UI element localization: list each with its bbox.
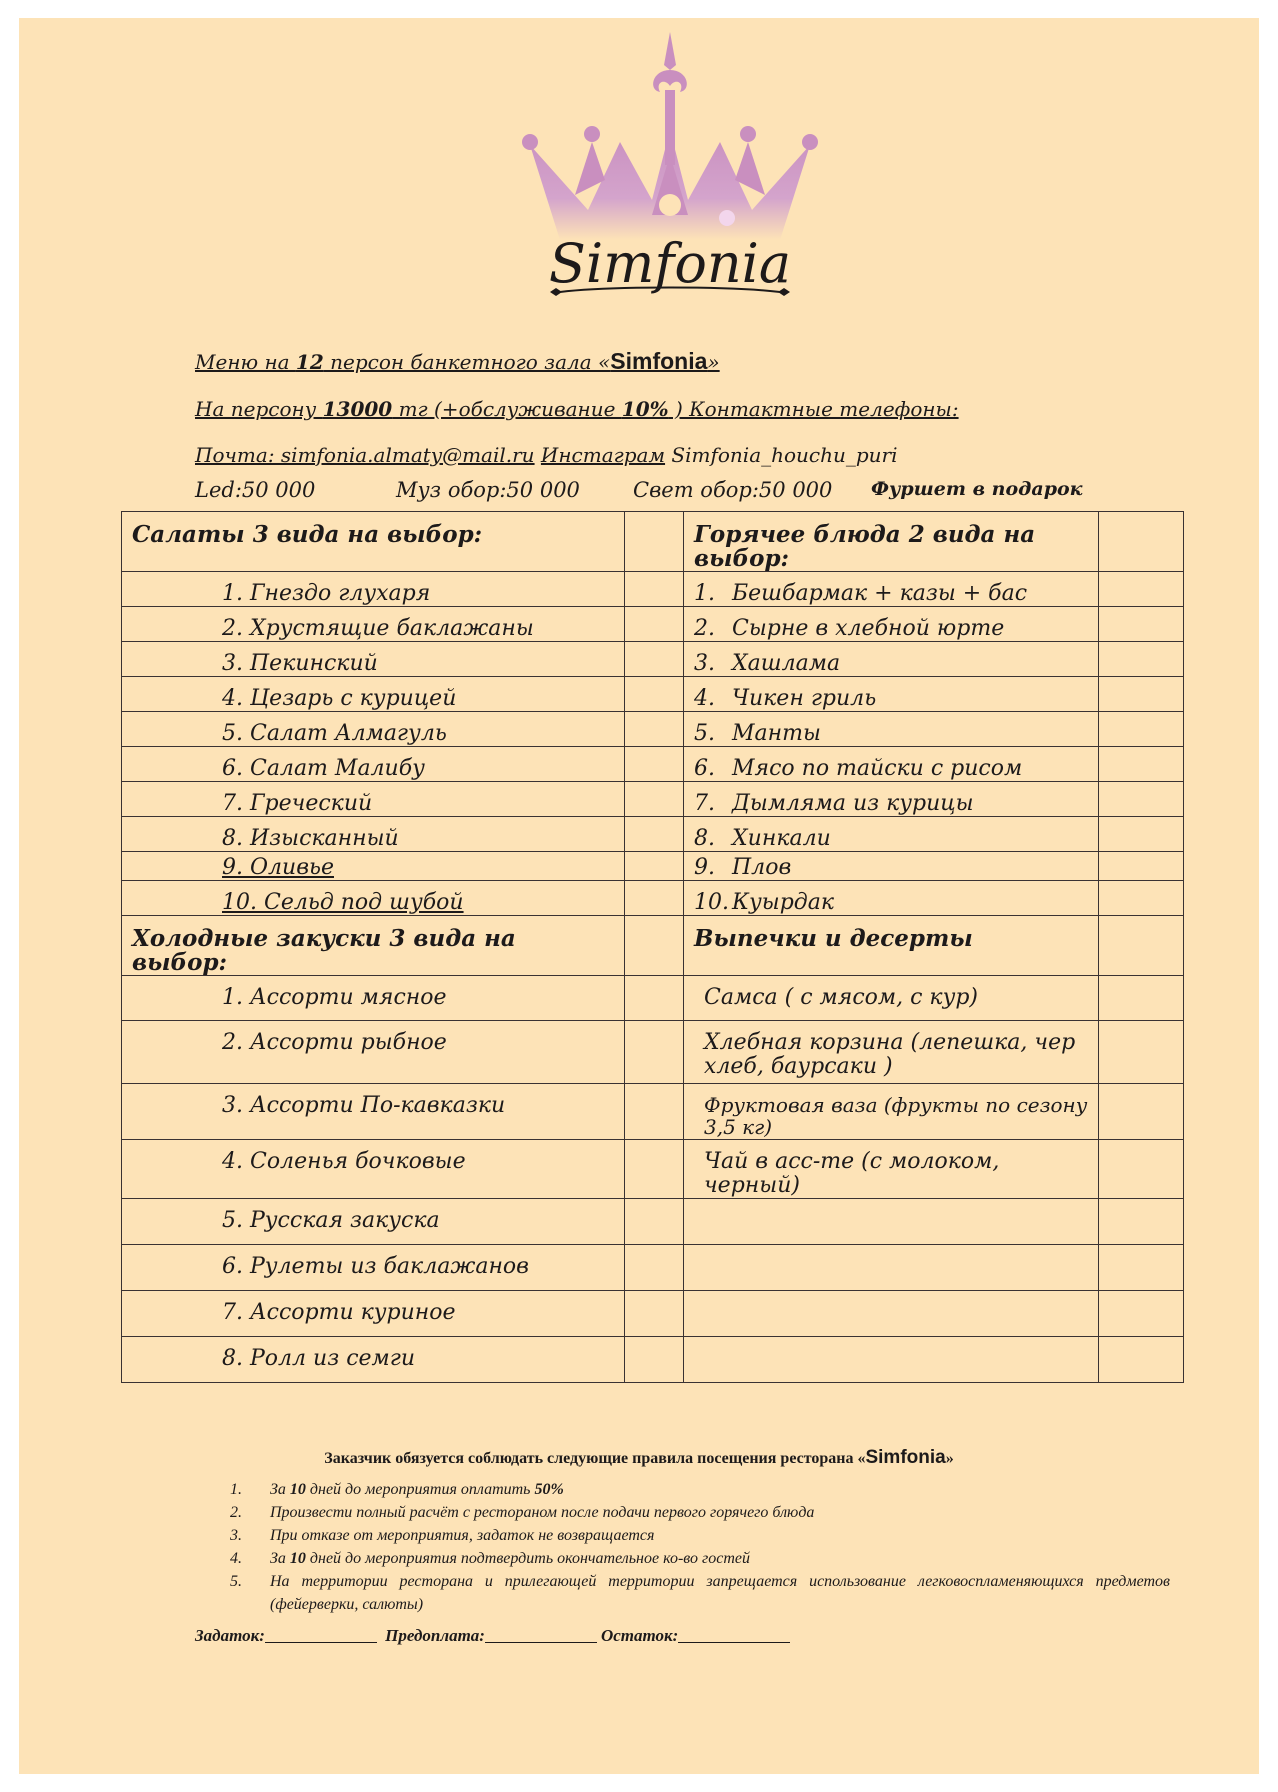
cell-text: 10. Сельд под шубой [222,890,464,915]
table-row [122,747,1184,782]
crown-logo [520,30,820,310]
empty-cell [625,607,684,642]
empty-cell [1099,712,1184,747]
instagram-label: Инстаграм [540,443,666,467]
cell-text: 5. Салат Алмагуль [222,721,447,746]
empty-cell [625,677,684,712]
table-row [122,1291,1184,1337]
empty-cell [1099,782,1184,817]
hot-dish-name: Мясо по тайски с рисом [732,756,1023,781]
cell-text [684,607,1098,641]
cell-text: Салаты 3 вида на выбор: [132,521,483,548]
bakery-item [684,1021,1099,1084]
rule-text-part: 10 [289,1481,306,1498]
salad-item [122,712,625,747]
hot-dish-cell [684,607,1099,642]
rule-number: 2. [230,1504,242,1521]
cold-item [122,1021,625,1084]
salad-item [122,677,625,712]
table-row [122,1084,1184,1140]
bakery-item [684,976,1099,1021]
salad-item [122,607,625,642]
item-number: 8. [694,826,715,851]
rule-number: 4. [230,1550,242,1567]
empty-cell [625,852,684,881]
item-number: 9. [694,855,715,880]
hot-dish-cell [684,852,1099,881]
cell-text: 1. Гнездо глухаря [222,581,431,606]
menu-table [121,511,1184,1383]
empty-cell [1099,1084,1184,1140]
payment-signature-line [195,1626,794,1646]
hot-dish-name: Чикен гриль [732,686,877,711]
empty-cell [625,572,684,607]
empty-cell [1099,881,1184,916]
cold-item [122,1337,625,1383]
cell-text: 8. Ролл из семги [222,1346,416,1371]
prepay-label: Предоплата: [385,1626,485,1645]
cell-text: Выпечки и десерты [694,925,973,952]
cell-text: 2. Хрустящие баклажаны [222,616,534,641]
hot-header [684,512,1099,572]
item-number: 4. [694,686,715,711]
header-text: Меню на [195,350,296,374]
rest-blank[interactable] [678,1642,790,1643]
cell-text: Фруктовая ваза (фрукты по сезону 3,5 кг) [704,1093,1088,1139]
empty-cell [625,782,684,817]
empty-cell [625,642,684,677]
rule-item [230,1478,1170,1501]
item-number: 7. [694,791,715,816]
empty-cell [1099,1021,1184,1084]
rules-list [230,1478,1170,1616]
hot-dish-name: Куырдак [732,890,834,915]
empty-cell [1099,817,1184,852]
rules-brand: Simfonia [865,1447,946,1468]
rest-label: Остаток: [600,1626,679,1645]
cold-item [122,1291,625,1337]
cell-text: 5. Русская закуска [222,1208,440,1233]
cell-text: 2. Ассорти рыбное [222,1030,447,1055]
cell-text: 1. Ассорти мясное [222,985,447,1010]
empty-cell [625,712,684,747]
empty-cell [1099,1245,1184,1291]
salad-item [122,642,625,677]
cold-item [122,976,625,1021]
cell-text: 7. Греческий [222,791,373,816]
salad-item [122,881,625,916]
table-row [122,607,1184,642]
cell-text: Самса ( с мясом, с кур) [704,985,978,1010]
rule-text-part: За [270,1550,290,1567]
cell-text: 9. Оливье [222,855,334,880]
gift-note: Фуршет в подарок [871,478,1083,500]
item-number: 10. [694,890,729,915]
cell-text: 4. Соленья бочковые [222,1149,466,1174]
empty-cell [1099,1199,1184,1245]
salad-item [122,572,625,607]
rule-text-part: 10 [289,1550,306,1567]
item-number: 2. [694,616,715,641]
cold-header [122,916,625,976]
rules-title [0,1447,1278,1469]
rules-title-text: » [945,1450,954,1467]
empty-cell [1099,1337,1184,1383]
header-text: персон банкетного зала « [323,350,611,374]
price-per-person: 13000 [322,397,393,421]
empty-cell [625,1245,684,1291]
empty-cell [684,1245,1099,1291]
empty-cell [625,1199,684,1245]
cold-item [122,1140,625,1199]
table-row [122,1021,1184,1084]
service-percent: 10% [621,397,669,421]
empty-cell [625,1140,684,1199]
cold-item [122,1084,625,1140]
hot-dish-cell [684,572,1099,607]
hot-dish-cell [684,817,1099,852]
header-text: » [707,350,720,374]
persons-count: 12 [295,350,324,374]
empty-cell [684,1199,1099,1245]
hot-dish-name: Бешбармак + казы + бас [732,581,1028,606]
empty-cell [625,976,684,1021]
bakery-item [684,1084,1099,1140]
hot-dish-cell [684,642,1099,677]
cell-text: 3. Ассорти По-кавказки [222,1093,506,1118]
rules-title-text: Заказчик обязуется соблюдать следующие правила посещения ресторана « [324,1450,866,1467]
bakery-header [684,916,1099,976]
rule-item [230,1570,1170,1616]
header-text: ) Контактные телефоны: [668,397,959,421]
hot-dish-name: Манты [732,721,821,746]
rule-number: 5. [230,1573,242,1590]
empty-cell [625,1021,684,1084]
table-row [122,976,1184,1021]
empty-cell [625,1291,684,1337]
empty-cell [625,512,684,572]
table-row [122,677,1184,712]
cell-text [684,852,1098,880]
table-row [122,512,1184,572]
cell-text [684,677,1098,711]
empty-cell [1099,916,1184,976]
empty-cell [1099,747,1184,782]
rule-text [270,1547,1170,1570]
header-text: На персону [195,397,323,421]
hot-dish-name: Плов [732,855,792,880]
rule-number: 3. [230,1527,242,1544]
hot-dish-cell [684,747,1099,782]
cell-text: Хлебная корзина (лепешка, чер хлеб, баурсаки ) [704,1030,1076,1079]
cell-text: 6. Рулеты из баклажанов [222,1254,529,1279]
empty-cell [1099,1140,1184,1199]
cell-text [684,747,1098,781]
rule-text-part: При отказе от мероприятия, задаток не возвращается [270,1527,655,1544]
empty-cell [1099,852,1184,881]
rule-text [270,1501,1170,1524]
cell-text [684,881,1098,915]
empty-cell [625,817,684,852]
empty-cell [1099,572,1184,607]
hot-dish-name: Сырне в хлебной юрте [732,616,1005,641]
rule-item [230,1547,1170,1570]
item-number: 5. [694,721,715,746]
empty-cell [1099,1291,1184,1337]
hot-dish-cell [684,712,1099,747]
empty-cell [1099,642,1184,677]
item-number: 1. [694,581,715,606]
cell-text [684,572,1098,606]
empty-cell [1099,677,1184,712]
empty-cell [625,916,684,976]
cell-text [684,817,1098,851]
cold-item [122,1245,625,1291]
brand-name: Simfonia [610,348,708,374]
rule-text-part: На территории ресторана и прилегающей территории запрещается использование легковоспламеняющихся предметов (фейерверки, салюты) [270,1573,1170,1613]
led-price: Led:50 000 [195,478,316,502]
cell-text: 4. Цезарь с курицей [222,686,457,711]
header-line-3 [195,443,898,467]
table-row [122,1245,1184,1291]
table-row [122,852,1184,881]
bakery-item [684,1140,1099,1199]
empty-cell [1099,976,1184,1021]
rule-text-part: дней до мероприятия оплатить [305,1481,535,1498]
rule-number: 1. [230,1481,242,1498]
rule-text [270,1478,1170,1501]
table-row [122,642,1184,677]
cell-text [684,642,1098,676]
empty-cell [684,1337,1099,1383]
rule-text-part: За [270,1481,290,1498]
hot-dish-cell [684,677,1099,712]
salads-header [122,512,625,572]
hot-dish-name: Хашлама [732,651,841,676]
rule-text [270,1524,1170,1547]
prepay-blank[interactable] [485,1642,597,1643]
table-row [122,572,1184,607]
rule-item [230,1524,1170,1547]
deposit-blank[interactable] [265,1642,377,1643]
music-price: Муз обор:50 000 [396,478,580,502]
cold-item [122,1199,625,1245]
hot-dish-name: Дымляма из курицы [732,791,974,816]
light-price: Свет обор:50 000 [633,478,833,502]
empty-cell [1099,607,1184,642]
email-link[interactable]: Почта: simfonia.almaty@mail.ru [195,443,535,467]
cell-text: Холодные закуски 3 вида на выбор: [132,925,516,976]
table-row [122,881,1184,916]
salad-item [122,817,625,852]
empty-cell [625,1337,684,1383]
header-text: тг (+обслуживание [392,397,622,421]
rule-item [230,1501,1170,1524]
table-row [122,1140,1184,1199]
table-row [122,712,1184,747]
empty-cell [625,881,684,916]
cell-text [684,782,1098,816]
hot-dish-cell [684,782,1099,817]
cell-text: 3. Пекинский [222,651,378,676]
cell-text: 6. Салат Малибу [222,756,425,781]
table-row [122,1337,1184,1383]
header-line-1 [195,348,720,375]
logo-text: Simfonia [548,232,792,295]
cell-text: Чай в асс-те (с молоком, черный) [704,1149,1000,1198]
empty-cell [684,1291,1099,1337]
equipment-prices [195,478,1095,504]
salad-item [122,782,625,817]
salad-item [122,852,625,881]
empty-cell [1099,512,1184,572]
instagram-handle[interactable]: Simfonia_houchu_puri [665,443,898,467]
hot-dish-name: Хинкали [732,826,831,851]
cell-text: Горячее блюда 2 вида на выбор: [694,521,1036,572]
header-line-2 [195,397,959,421]
deposit-label: Задаток: [195,1626,265,1645]
rule-text-part: Произвести полный расчёт с рестораном после подачи первого горячего блюда [270,1504,815,1521]
table-row [122,817,1184,852]
cell-text: 8. Изысканный [222,826,399,851]
item-number: 6. [694,756,715,781]
table-row [122,1199,1184,1245]
table-row [122,916,1184,976]
empty-cell [625,747,684,782]
cell-text: 7. Ассорти куриное [222,1300,456,1325]
empty-cell [625,1084,684,1140]
rule-text-part: дней до мероприятия подтвердить окончательное ко-во гостей [305,1550,751,1567]
salad-item [122,747,625,782]
table-row [122,782,1184,817]
rule-text-part: 50% [534,1481,564,1498]
rule-text [270,1570,1170,1616]
cell-text [684,712,1098,746]
item-number: 3. [694,651,715,676]
hot-dish-cell [684,881,1099,916]
